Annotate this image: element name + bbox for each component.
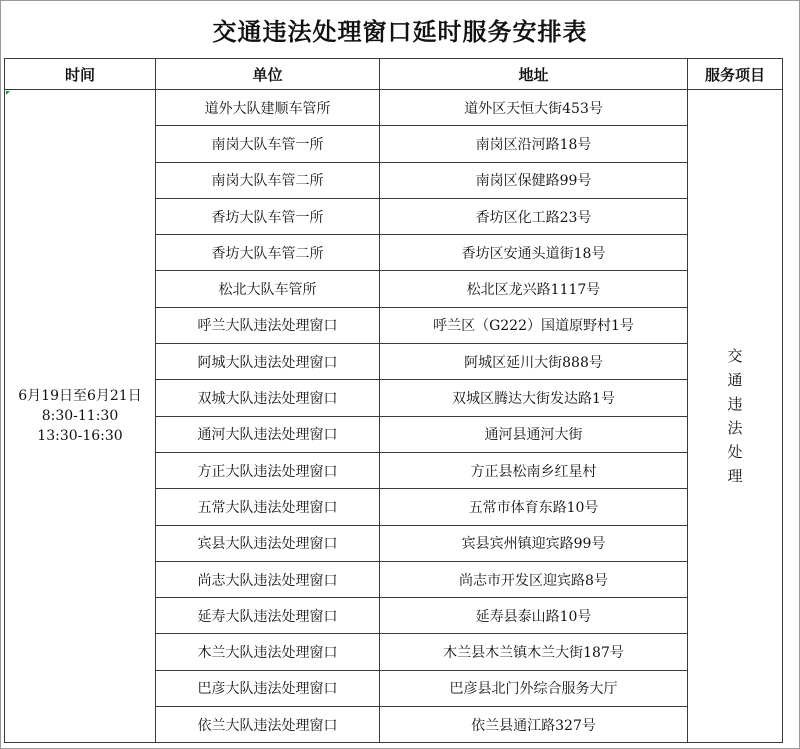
unit-cell: 尚志大队违法处理窗口 bbox=[156, 561, 380, 597]
time-dates: 6月19日至6月21日 bbox=[18, 388, 142, 405]
address-cell: 阿城区延川大街888号 bbox=[380, 344, 688, 380]
unit-cell: 香坊大队车管一所 bbox=[156, 198, 380, 234]
unit-cell: 道外大队建顺车管所 bbox=[156, 90, 380, 126]
address-cell: 延寿县泰山路10号 bbox=[380, 598, 688, 634]
unit-cell: 方正大队违法处理窗口 bbox=[156, 452, 380, 488]
address-cell: 南岗区沿河路18号 bbox=[380, 126, 688, 162]
address-cell: 尚志市开发区迎宾路8号 bbox=[380, 561, 688, 597]
time-slot2: 13:30-16:30 bbox=[37, 428, 123, 445]
address-cell: 通河县通河大街 bbox=[380, 416, 688, 452]
cell-marker-icon bbox=[6, 91, 10, 95]
unit-cell: 呼兰大队违法处理窗口 bbox=[156, 307, 380, 343]
unit-cell: 双城大队违法处理窗口 bbox=[156, 380, 380, 416]
schedule-table bbox=[4, 58, 783, 743]
address-cell: 道外区天恒大街453号 bbox=[380, 90, 688, 126]
address-cell: 木兰县木兰镇木兰大街187号 bbox=[380, 634, 688, 670]
service-text: 交通违法处理 bbox=[727, 347, 743, 486]
unit-cell: 阿城大队违法处理窗口 bbox=[156, 344, 380, 380]
document-title: 交通违法处理窗口延时服务安排表 bbox=[212, 17, 588, 46]
address-cell: 香坊区安通头道街18号 bbox=[380, 235, 688, 271]
address-cell: 香坊区化工路23号 bbox=[380, 198, 688, 234]
unit-cell: 宾县大队违法处理窗口 bbox=[156, 525, 380, 561]
address-cell: 依兰县通江路327号 bbox=[380, 707, 688, 743]
unit-cell: 南岗大队车管一所 bbox=[156, 126, 380, 162]
address-cell: 南岗区保健路99号 bbox=[380, 162, 688, 198]
header-row bbox=[5, 59, 783, 90]
address-cell: 宾县宾州镇迎宾路99号 bbox=[380, 525, 688, 561]
unit-cell: 巴彦大队违法处理窗口 bbox=[156, 670, 380, 706]
address-cell: 双城区腾达大街发达路1号 bbox=[380, 380, 688, 416]
header-time: 时间 bbox=[5, 59, 156, 90]
unit-cell: 五常大队违法处理窗口 bbox=[156, 489, 380, 525]
service-cell bbox=[688, 90, 783, 743]
unit-cell: 南岗大队车管二所 bbox=[156, 162, 380, 198]
address-cell: 呼兰区（G222）国道原野村1号 bbox=[380, 307, 688, 343]
address-cell: 巴彦县北门外综合服务大厅 bbox=[380, 670, 688, 706]
unit-cell: 依兰大队违法处理窗口 bbox=[156, 707, 380, 743]
unit-cell: 延寿大队违法处理窗口 bbox=[156, 598, 380, 634]
time-slot1: 8:30-11:30 bbox=[41, 408, 119, 425]
header-unit: 单位 bbox=[156, 59, 380, 90]
unit-cell: 香坊大队车管二所 bbox=[156, 235, 380, 271]
header-service: 服务项目 bbox=[688, 59, 783, 90]
address-cell: 松北区龙兴路1117号 bbox=[380, 271, 688, 307]
address-cell: 方正县松南乡红星村 bbox=[380, 452, 688, 488]
unit-cell: 木兰大队违法处理窗口 bbox=[156, 634, 380, 670]
header-address: 地址 bbox=[380, 59, 688, 90]
unit-cell: 通河大队违法处理窗口 bbox=[156, 416, 380, 452]
table-row bbox=[5, 90, 783, 126]
unit-cell: 松北大队车管所 bbox=[156, 271, 380, 307]
time-cell bbox=[5, 90, 156, 743]
address-cell: 五常市体育东路10号 bbox=[380, 489, 688, 525]
